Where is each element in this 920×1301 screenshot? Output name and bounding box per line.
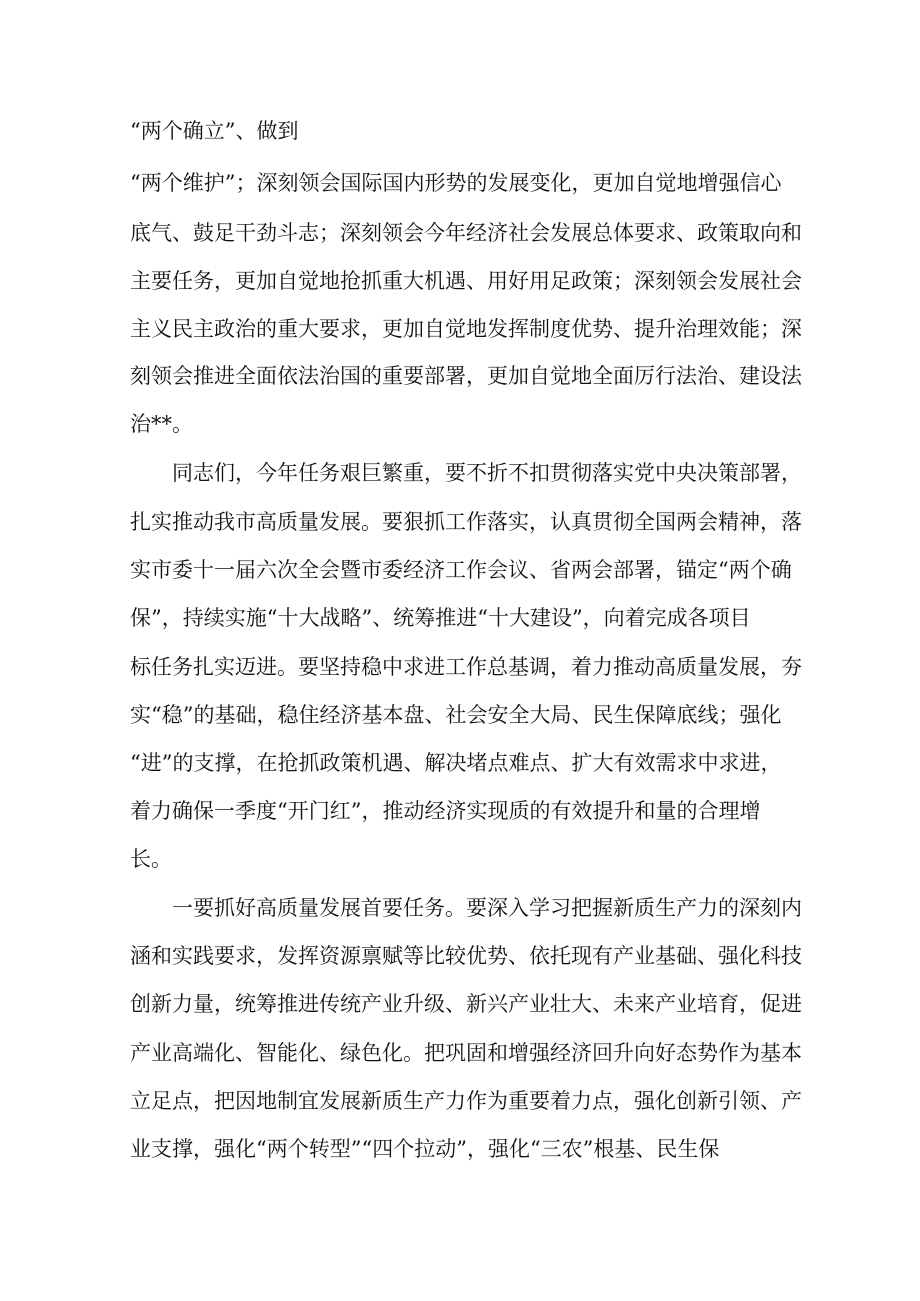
paragraph-line: 立足点，把因地制宜发展新质生产力作为重要着力点，强化创新引领、产 (130, 1089, 802, 1113)
paragraph-line: 扎实推动我市高质量发展。要狠抓工作落实，认真贯彻全国两会精神，落 (130, 510, 802, 534)
paragraph-line: 着力确保一季度“开门红”，推动经济实现质的有效提升和量的合理增 (130, 799, 761, 823)
paragraph-line: 主要任务，更加自觉地抢抓重大机遇、用好用足政策；深刻领会发展社会 (130, 269, 802, 293)
paragraph-line: 治**。 (130, 412, 193, 436)
paragraph-line: 长。 (130, 847, 172, 871)
paragraph-line: 主义民主政治的重大要求，更加自觉地发挥制度优势、提升治理效能；深 (130, 317, 802, 341)
paragraph-line: “两个确立”、做到 (130, 119, 299, 143)
paragraph-line: 刻领会推进全面依法治国的重要部署，更加自觉地全面厉行法治、建设法 (130, 364, 802, 388)
paragraph-line: 保”，持续实施“十大战略”、统筹推进“十大建设”，向着完成各项目 (130, 606, 751, 630)
paragraph-line: 一要抓好高质量发展首要任务。要深入学习把握新质生产力的深刻内 (172, 896, 802, 920)
paragraph-line: 创新力量，统筹推进传统产业升级、新兴产业壮大、未来产业培育，促进 (130, 992, 802, 1016)
paragraph-line: 同志们，今年任务艰巨繁重，要不折不扣贯彻落实党中央决策部署， (172, 461, 802, 485)
paragraph-line: 底气、鼓足干劲斗志；深刻领会今年经济社会发展总体要求、政策取向和 (130, 221, 802, 245)
paragraph-line: 产业高端化、智能化、绿色化。把巩固和增强经济回升向好态势作为基本 (130, 1041, 802, 1065)
paragraph-line: 标任务扎实迈进。要坚持稳中求进工作总基调，着力推动高质量发展，夯 (130, 655, 802, 679)
paragraph-line: 业支撑，强化“两个转型”“四个拉动”，强化“三农”根基、民生保 (130, 1137, 720, 1161)
paragraph-line: “进”的支撑，在抢抓政策机遇、解决堵点难点、扩大有效需求中求进， (130, 751, 782, 775)
paragraph-line: 涵和实践要求，发挥资源禀赋等比较优势、依托现有产业基础、强化科技 (130, 944, 802, 968)
paragraph-line: 实市委十一届六次全会暨市委经济工作会议、省两会部署，锚定“两个确 (130, 558, 792, 582)
paragraph-line: “两个维护”；深刻领会国际国内形势的发展变化，更加自觉地增强信心 (130, 171, 782, 195)
paragraph-line: 实“稳”的基础，稳住经济基本盘、社会安全大局、民生保障底线；强化 (130, 703, 782, 727)
